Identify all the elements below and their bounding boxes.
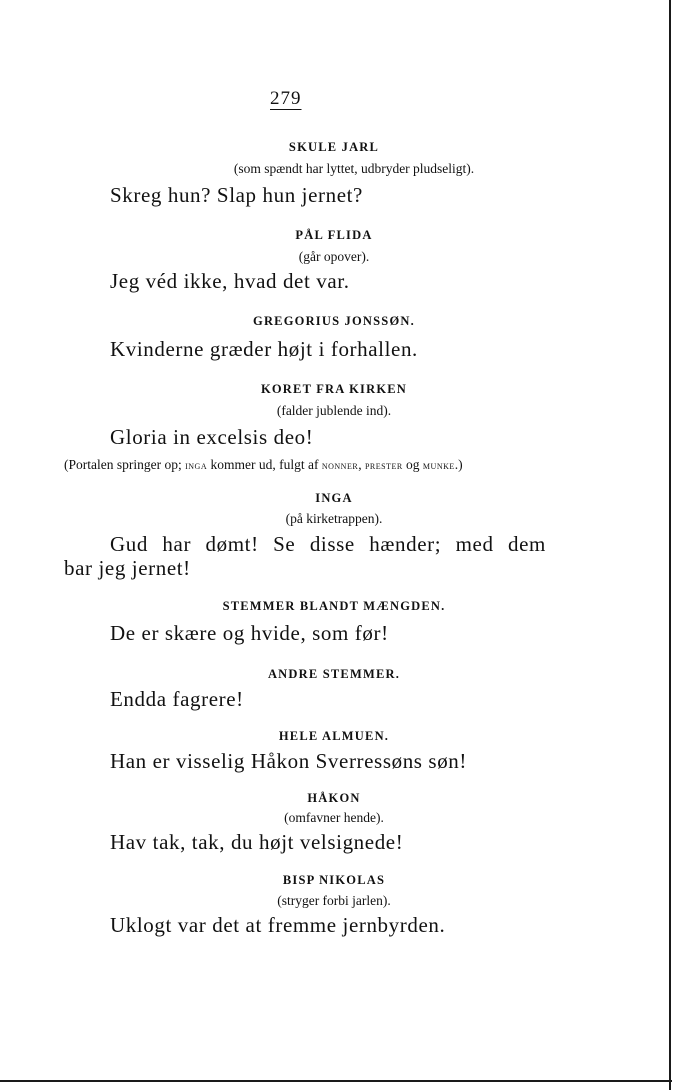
dialogue-line: Gloria in excelsis deo! — [110, 425, 314, 449]
dialogue-line: Han er visselig Håkon Sverressøns søn! — [110, 749, 467, 773]
stage-direction: (stryger forbi jarlen). — [277, 893, 391, 908]
speaker-andre-stemmer: ANDRE STEMMER. — [267, 667, 401, 681]
dialogue-line: Hav tak, tak, du højt velsignede! — [110, 830, 404, 854]
dialogue-line: Kvinderne græder højt i forhallen. — [110, 337, 418, 361]
stage-direction: (omfavner hende). — [284, 810, 384, 825]
stage-direction: (på kirketrappen). — [285, 511, 383, 526]
speaker-stemmer-blandt-maengden: STEMMER BLANDT MÆNGDEN. — [222, 599, 446, 613]
speaker-hele-almuen: HELE ALMUEN. — [278, 729, 390, 743]
dialogue-line: De er skære og hvide, som før! — [110, 621, 389, 645]
stage-direction: (som spændt har lyttet, udbryder pludseligt). — [233, 161, 475, 176]
speaker-gregorius-jonsson: GREGORIUS JONSSØN. — [253, 314, 415, 328]
stage-direction-portal: (Portalen springer op; inga kommer ud, fulgt af nonner, prester og munke.) — [64, 457, 463, 472]
name-prester: prester — [364, 460, 403, 472]
page-edge-bottom — [0, 1080, 672, 1082]
speaker-bisp-nikolas: BISP NIKOLAS — [282, 873, 386, 887]
dialogue-line: Uklogt var det at fremme jernbyrden. — [110, 913, 446, 937]
dialogue-line: Endda fagrere! — [110, 687, 244, 711]
speaker-pal-flida: PÅL FLIDA — [295, 228, 373, 242]
speaker-skule-jarl: SKULE JARL — [288, 140, 380, 154]
speaker-hakon: HÅKON — [307, 791, 361, 805]
dialogue-line: Gud har dømt! Se disse hænder; med dem — [110, 532, 546, 556]
name-nonner: nonner — [321, 460, 359, 472]
stage-direction: (går opover). — [298, 249, 370, 264]
speaker-inga: INGA — [315, 491, 353, 505]
dialogue-line: Skreg hun? Slap hun jernet? — [110, 183, 363, 207]
name-inga: inga — [185, 460, 208, 472]
name-munke: munke — [422, 460, 455, 472]
stage-direction: (falder jublende ind). — [276, 403, 392, 418]
speaker-koret-fra-kirken: KORET FRA KIRKEN — [260, 382, 408, 396]
dialogue-line-continued: bar jeg jernet! — [64, 556, 191, 580]
dialogue-line: Jeg véd ikke, hvad det var. — [110, 269, 350, 293]
page-number: 279 — [270, 88, 302, 109]
